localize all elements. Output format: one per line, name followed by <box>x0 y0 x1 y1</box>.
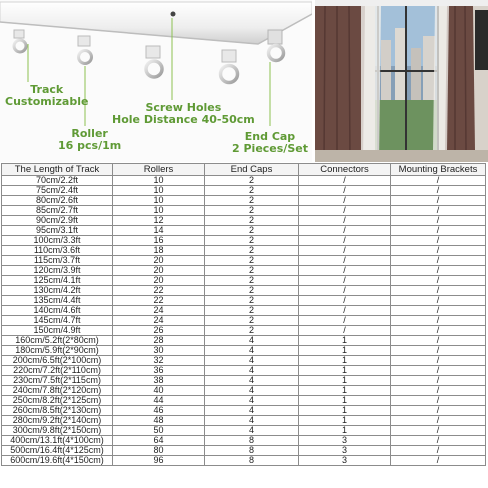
rollers-cell: 26 <box>113 326 205 336</box>
connectors-cell: / <box>299 216 391 226</box>
connectors-cell: 1 <box>299 356 391 366</box>
column-header-end-caps: End Caps <box>205 164 299 176</box>
connectors-cell: 1 <box>299 426 391 436</box>
table-row <box>2 326 486 336</box>
connectors-cell: / <box>299 286 391 296</box>
track-length-cell: 115cm/3.7ft <box>2 256 113 266</box>
track-length-cell: 130cm/4.2ft <box>2 286 113 296</box>
table-row <box>2 216 486 226</box>
table-row <box>2 396 486 406</box>
rollers-cell: 24 <box>113 306 205 316</box>
end-caps-cell: 2 <box>205 266 299 276</box>
track-length-cell: 600cm/19.6ft(4*150cm) <box>2 456 113 466</box>
rollers-cell: 10 <box>113 206 205 216</box>
mounting-brackets-cell: / <box>391 356 486 366</box>
hero-banner <box>0 0 488 162</box>
track-length-cell: 240cm/7.8ft(2*120cm) <box>2 386 113 396</box>
end-caps-cell: 4 <box>205 356 299 366</box>
roller-callout <box>58 128 121 152</box>
table-row <box>2 266 486 276</box>
connectors-cell: / <box>299 246 391 256</box>
track-callout <box>5 84 88 108</box>
connectors-cell: 3 <box>299 436 391 446</box>
mounting-brackets-cell: / <box>391 366 486 376</box>
mounting-brackets-cell: / <box>391 236 486 246</box>
mounting-brackets-cell: / <box>391 246 486 256</box>
curtain-right <box>445 6 475 150</box>
table-row <box>2 256 486 266</box>
end-caps-cell: 2 <box>205 326 299 336</box>
rollers-cell: 46 <box>113 406 205 416</box>
connectors-cell: / <box>299 326 391 336</box>
rollers-cell: 10 <box>113 176 205 186</box>
table-row <box>2 406 486 416</box>
track-length-cell: 95cm/3.1ft <box>2 226 113 236</box>
end-caps-cell: 2 <box>205 296 299 306</box>
track-length-cell: 140cm/4.6ft <box>2 306 113 316</box>
track-callout-detail: Customizable <box>5 95 89 108</box>
mounting-brackets-cell: / <box>391 336 486 346</box>
rollers-cell: 28 <box>113 336 205 346</box>
end-cap-callout-detail: 2 Pieces/Set <box>232 142 308 155</box>
track-length-cell: 135cm/4.4ft <box>2 296 113 306</box>
table-row <box>2 346 486 356</box>
rollers-cell: 30 <box>113 346 205 356</box>
track-length-cell: 125cm/4.1ft <box>2 276 113 286</box>
end-caps-cell: 4 <box>205 406 299 416</box>
rollers-cell: 18 <box>113 246 205 256</box>
rollers-cell: 44 <box>113 396 205 406</box>
connectors-cell: 1 <box>299 366 391 376</box>
table-row <box>2 246 486 256</box>
track-length-cell: 230cm/7.5ft(2*115cm) <box>2 376 113 386</box>
end-caps-cell: 2 <box>205 176 299 186</box>
end-caps-cell: 4 <box>205 386 299 396</box>
rollers-cell: 14 <box>113 226 205 236</box>
table-row <box>2 316 486 326</box>
rollers-cell: 40 <box>113 386 205 396</box>
connectors-cell: 1 <box>299 416 391 426</box>
rollers-cell: 36 <box>113 366 205 376</box>
track-length-cell: 400cm/13.1ft(4*100cm) <box>2 436 113 446</box>
mounting-brackets-cell: / <box>391 226 486 236</box>
column-header-connectors: Connectors <box>299 164 391 176</box>
connectors-cell: / <box>299 296 391 306</box>
end-cap-callout <box>232 131 308 155</box>
end-caps-cell: 2 <box>205 186 299 196</box>
mounting-brackets-cell: / <box>391 176 486 186</box>
track-length-cell: 100cm/3.3ft <box>2 236 113 246</box>
connectors-cell: / <box>299 226 391 236</box>
mounting-brackets-cell: / <box>391 276 486 286</box>
mounting-brackets-cell: / <box>391 436 486 446</box>
track-length-cell: 110cm/3.6ft <box>2 246 113 256</box>
track-length-cell: 280cm/9.2ft(2*140cm) <box>2 416 113 426</box>
track-length-cell: 145cm/4.7ft <box>2 316 113 326</box>
rollers-cell: 80 <box>113 446 205 456</box>
mounting-brackets-cell: / <box>391 256 486 266</box>
track-length-cell: 200cm/6.5ft(2*100cm) <box>2 356 113 366</box>
end-caps-cell: 4 <box>205 396 299 406</box>
connectors-cell: / <box>299 256 391 266</box>
table-row <box>2 286 486 296</box>
connectors-cell: 3 <box>299 446 391 456</box>
rollers-cell: 12 <box>113 216 205 226</box>
mounting-brackets-cell: / <box>391 456 486 466</box>
connectors-cell: / <box>299 176 391 186</box>
mounting-brackets-cell: / <box>391 186 486 196</box>
end-caps-cell: 4 <box>205 346 299 356</box>
table-row <box>2 446 486 456</box>
rollers-cell: 22 <box>113 286 205 296</box>
rollers-cell: 48 <box>113 416 205 426</box>
mounting-brackets-cell: / <box>391 316 486 326</box>
rollers-cell: 20 <box>113 276 205 286</box>
end-caps-cell: 4 <box>205 426 299 436</box>
end-caps-cell: 8 <box>205 436 299 446</box>
screw-holes-callout <box>112 102 255 126</box>
end-caps-cell: 4 <box>205 376 299 386</box>
track-length-cell: 90cm/2.9ft <box>2 216 113 226</box>
connectors-cell: / <box>299 206 391 216</box>
track-length-cell: 160cm/5.2ft(2*80cm) <box>2 336 113 346</box>
end-caps-cell: 2 <box>205 206 299 216</box>
mounting-brackets-cell: / <box>391 386 486 396</box>
table-row <box>2 386 486 396</box>
mounting-brackets-cell: / <box>391 376 486 386</box>
end-caps-cell: 8 <box>205 456 299 466</box>
column-header-mounting-brackets: Mounting Brackets <box>391 164 486 176</box>
track-length-cell: 80cm/2.6ft <box>2 196 113 206</box>
track-length-cell: 150cm/4.9ft <box>2 326 113 336</box>
connectors-cell: 1 <box>299 376 391 386</box>
end-caps-cell: 4 <box>205 416 299 426</box>
rollers-cell: 32 <box>113 356 205 366</box>
table-row <box>2 376 486 386</box>
table-row <box>2 186 486 196</box>
table-row <box>2 306 486 316</box>
roller-callout-detail: 16 pcs/1m <box>58 139 122 152</box>
curtain-left <box>315 6 365 162</box>
mounting-brackets-cell: / <box>391 296 486 306</box>
track-length-cell: 260cm/8.5ft(2*130cm) <box>2 406 113 416</box>
mounting-brackets-cell: / <box>391 416 486 426</box>
screw-holes-callout-title: Screw Holes <box>145 101 222 114</box>
rollers-cell: 10 <box>113 196 205 206</box>
end-caps-cell: 2 <box>205 246 299 256</box>
rollers-cell: 50 <box>113 426 205 436</box>
track-callout-title: Track <box>30 83 64 96</box>
track-length-cell: 120cm/3.9ft <box>2 266 113 276</box>
rollers-cell: 20 <box>113 266 205 276</box>
connectors-cell: 1 <box>299 406 391 416</box>
mounting-brackets-cell: / <box>391 216 486 226</box>
screw-hole-icon <box>171 12 176 17</box>
table-row <box>2 226 486 236</box>
connectors-cell: / <box>299 196 391 206</box>
connectors-cell: 1 <box>299 386 391 396</box>
connectors-cell: / <box>299 186 391 196</box>
end-caps-cell: 2 <box>205 226 299 236</box>
table-row <box>2 276 486 286</box>
connectors-cell: 1 <box>299 336 391 346</box>
track-length-cell: 250cm/8.2ft(2*125cm) <box>2 396 113 406</box>
table-row <box>2 366 486 376</box>
mounting-brackets-cell: / <box>391 206 486 216</box>
track-length-cell: 75cm/2.4ft <box>2 186 113 196</box>
table-row <box>2 236 486 246</box>
connectors-cell: / <box>299 306 391 316</box>
curtain-room-image <box>315 0 488 162</box>
connectors-cell: 3 <box>299 456 391 466</box>
room-photo <box>315 0 488 162</box>
screw-holes-callout-detail: Hole Distance 40-50cm <box>112 113 255 126</box>
mounting-brackets-cell: / <box>391 306 486 316</box>
mounting-brackets-cell: / <box>391 286 486 296</box>
track-length-cell: 70cm/2.2ft <box>2 176 113 186</box>
track-length-cell: 180cm/5.9ft(2*90cm) <box>2 346 113 356</box>
end-caps-cell: 2 <box>205 316 299 326</box>
end-caps-cell: 2 <box>205 286 299 296</box>
rollers-cell: 16 <box>113 236 205 246</box>
mounting-brackets-cell: / <box>391 426 486 436</box>
product-photo <box>0 0 312 162</box>
mounting-brackets-cell: / <box>391 326 486 336</box>
rollers-cell: 24 <box>113 316 205 326</box>
mounting-brackets-cell: / <box>391 266 486 276</box>
rollers-cell: 64 <box>113 436 205 446</box>
track-length-cell: 300cm/9.8ft(2*150cm) <box>2 426 113 436</box>
rollers-cell: 96 <box>113 456 205 466</box>
table-row <box>2 416 486 426</box>
mounting-brackets-cell: / <box>391 406 486 416</box>
table-row <box>2 436 486 446</box>
table-row <box>2 356 486 366</box>
column-header-rollers: Rollers <box>113 164 205 176</box>
track-length-cell: 220cm/7.2ft(2*110cm) <box>2 366 113 376</box>
end-caps-cell: 4 <box>205 336 299 346</box>
track-specification-table <box>1 163 487 488</box>
connectors-cell: 1 <box>299 346 391 356</box>
mounting-brackets-cell: / <box>391 346 486 356</box>
track-length-cell: 500cm/16.4ft(4*125cm) <box>2 446 113 456</box>
end-caps-cell: 2 <box>205 306 299 316</box>
table-row <box>2 196 486 206</box>
table-row <box>2 336 486 346</box>
column-header-track-length: The Length of Track <box>2 164 113 176</box>
track-length-cell: 85cm/2.7ft <box>2 206 113 216</box>
connectors-cell: / <box>299 316 391 326</box>
rollers-cell: 38 <box>113 376 205 386</box>
table-row <box>2 176 486 186</box>
connectors-cell: 1 <box>299 396 391 406</box>
table-row <box>2 206 486 216</box>
rollers-cell: 10 <box>113 186 205 196</box>
end-caps-cell: 2 <box>205 276 299 286</box>
connectors-cell: / <box>299 236 391 246</box>
table-body <box>2 176 486 466</box>
end-caps-cell: 8 <box>205 446 299 456</box>
mounting-brackets-cell: / <box>391 396 486 406</box>
end-caps-cell: 2 <box>205 236 299 246</box>
end-caps-cell: 2 <box>205 216 299 226</box>
connectors-cell: / <box>299 266 391 276</box>
rollers-cell: 20 <box>113 256 205 266</box>
end-caps-cell: 2 <box>205 256 299 266</box>
rollers-cell: 22 <box>113 296 205 306</box>
spec-table <box>1 163 486 466</box>
end-cap-callout-title: End Cap <box>244 130 296 143</box>
end-caps-cell: 4 <box>205 366 299 376</box>
connectors-cell: / <box>299 276 391 286</box>
end-caps-cell: 2 <box>205 196 299 206</box>
mounting-brackets-cell: / <box>391 446 486 456</box>
table-row <box>2 456 486 466</box>
mounting-brackets-cell: / <box>391 196 486 206</box>
table-header-row <box>2 164 486 176</box>
roller-callout-title: Roller <box>71 127 108 140</box>
table-row <box>2 426 486 436</box>
table-row <box>2 296 486 306</box>
